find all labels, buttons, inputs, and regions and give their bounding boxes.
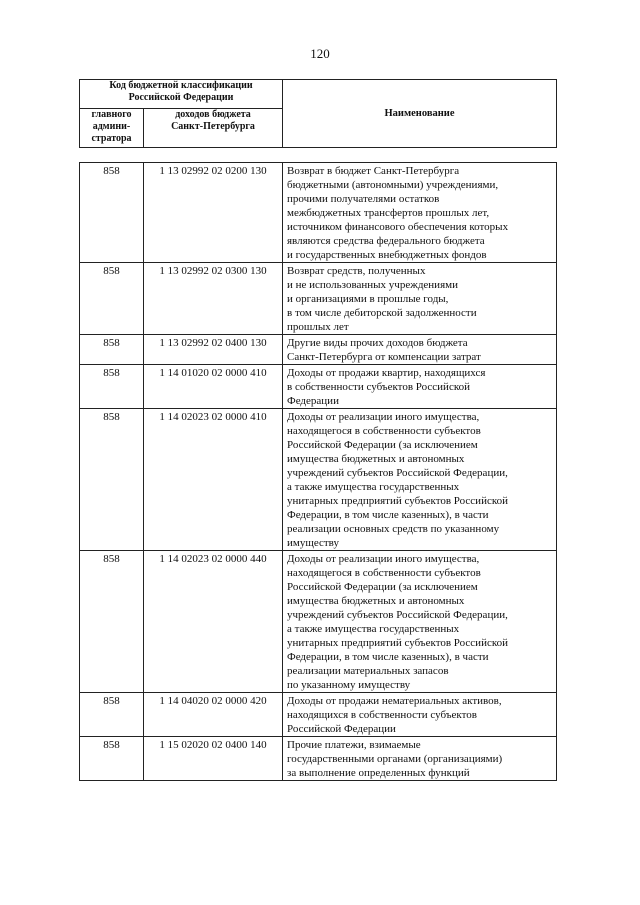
name-cell <box>283 551 557 693</box>
table-row <box>80 409 557 551</box>
name-line: Федерации <box>287 395 339 407</box>
classification-table <box>79 162 557 781</box>
income-code-cell: 1 14 02023 02 0000 440 <box>144 551 283 693</box>
admin-code-cell: 858 <box>80 409 144 551</box>
admin-code-cell: 858 <box>80 335 144 365</box>
income-code-cell: 1 13 02992 02 0300 130 <box>144 263 283 335</box>
name-line: государственными органами (организациями) <box>287 753 503 765</box>
name-line: и государственных внебюджетных фондов <box>287 249 487 261</box>
table-row <box>80 263 557 335</box>
name-line: Российской Федерации <box>287 723 396 735</box>
admin-code-cell: 858 <box>80 365 144 409</box>
group-title-line: Российской Федерации <box>128 92 234 103</box>
name-line: имуществу <box>287 537 339 549</box>
name-line: Другие виды прочих доходов бюджета <box>287 337 468 349</box>
name-line: Российской Федерации (за исключением <box>287 439 478 451</box>
name-line: и не использованных учреждениями <box>287 279 458 291</box>
name-line: в собственности субъектов Российской <box>287 381 470 393</box>
income-header-line: Санкт-Петербурга <box>171 121 255 132</box>
income-header-line: доходов бюджета <box>175 109 251 120</box>
name-line: находящихся в собственности субъектов <box>287 709 477 721</box>
admin-header-line: главного <box>91 109 132 120</box>
classification-group-header <box>80 80 283 109</box>
page-number: 120 <box>310 46 330 61</box>
admin-header-line: админи- <box>92 121 131 132</box>
table-row <box>80 737 557 781</box>
name-line: имущества бюджетных и автономных <box>287 595 465 607</box>
admin-code-cell: 858 <box>80 693 144 737</box>
name-line: межбюджетных трансфертов прошлых лет, <box>287 207 490 219</box>
name-line: за выполнение определенных функций <box>287 767 470 779</box>
name-line: Российской Федерации (за исключением <box>287 581 478 593</box>
table-row <box>80 335 557 365</box>
admin-code-cell: 858 <box>80 737 144 781</box>
income-code-cell: 1 15 02020 02 0400 140 <box>144 737 283 781</box>
name-line: прошлых лет <box>287 321 349 333</box>
table-header <box>79 79 557 148</box>
name-line: Федерации, в том числе казенных), в части <box>287 509 489 521</box>
name-cell <box>283 409 557 551</box>
table-row <box>80 365 557 409</box>
name-cell <box>283 737 557 781</box>
name-column-header: Наименование <box>283 80 557 148</box>
admin-column-header <box>80 109 144 148</box>
name-line: а также имущества государственных <box>287 623 460 635</box>
income-code-column-header <box>144 109 283 148</box>
name-cell <box>283 163 557 263</box>
name-line: учреждений субъектов Российской Федерации, <box>287 467 508 479</box>
name-line: Доходы от реализации иного имущества, <box>287 553 480 565</box>
name-line: находящегося в собственности субъектов <box>287 567 481 579</box>
admin-code-cell: 858 <box>80 551 144 693</box>
name-line: имущества бюджетных и автономных <box>287 453 465 465</box>
name-line: Прочие платежи, взимаемые <box>287 739 421 751</box>
name-line: находящегося в собственности субъектов <box>287 425 481 437</box>
name-line: унитарных предприятий субъектов Российской <box>287 637 509 649</box>
name-line: а также имущества государственных <box>287 481 460 493</box>
name-cell <box>283 335 557 365</box>
name-line: в том числе дебиторской задолженности <box>287 307 477 319</box>
name-line: Доходы от продажи квартир, находящихся <box>287 367 486 379</box>
income-code-cell: 1 14 04020 02 0000 420 <box>144 693 283 737</box>
name-line: прочими получателями остатков <box>287 193 440 205</box>
name-line: унитарных предприятий субъектов Российской <box>287 495 509 507</box>
name-line: Возврат в бюджет Санкт-Петербурга <box>287 165 460 177</box>
admin-header-line: стратора <box>91 133 132 144</box>
name-cell <box>283 365 557 409</box>
table-row <box>80 693 557 737</box>
name-line: Санкт-Петербурга от компенсации затрат <box>287 351 481 363</box>
table-row <box>80 163 557 263</box>
admin-code-cell: 858 <box>80 263 144 335</box>
name-line: реализации основных средств по указанному <box>287 523 500 535</box>
table-row <box>80 551 557 693</box>
income-code-cell: 1 14 01020 02 0000 410 <box>144 365 283 409</box>
name-line: и организациями в прошлые годы, <box>287 293 449 305</box>
admin-code-cell: 858 <box>80 163 144 263</box>
name-line: являются средства федерального бюджета <box>287 235 485 247</box>
name-line: Доходы от продажи нематериальных активов, <box>287 695 502 707</box>
name-line: Возврат средств, полученных <box>287 265 426 277</box>
name-line: Доходы от реализации иного имущества, <box>287 411 480 423</box>
name-line: реализации материальных запасов <box>287 665 449 677</box>
name-cell <box>283 263 557 335</box>
name-line: бюджетными (автономными) учреждениями, <box>287 179 499 191</box>
name-line: источником финансового обеспечения которых <box>287 221 509 233</box>
group-title-line: Код бюджетной классификации <box>109 80 253 91</box>
name-line: Федерации, в том числе казенных), в части <box>287 651 489 663</box>
income-code-cell: 1 14 02023 02 0000 410 <box>144 409 283 551</box>
name-cell <box>283 693 557 737</box>
income-code-cell: 1 13 02992 02 0400 130 <box>144 335 283 365</box>
name-line: учреждений субъектов Российской Федерации, <box>287 609 508 621</box>
income-code-cell: 1 13 02992 02 0200 130 <box>144 163 283 263</box>
name-line: по указанному имуществу <box>287 679 411 691</box>
